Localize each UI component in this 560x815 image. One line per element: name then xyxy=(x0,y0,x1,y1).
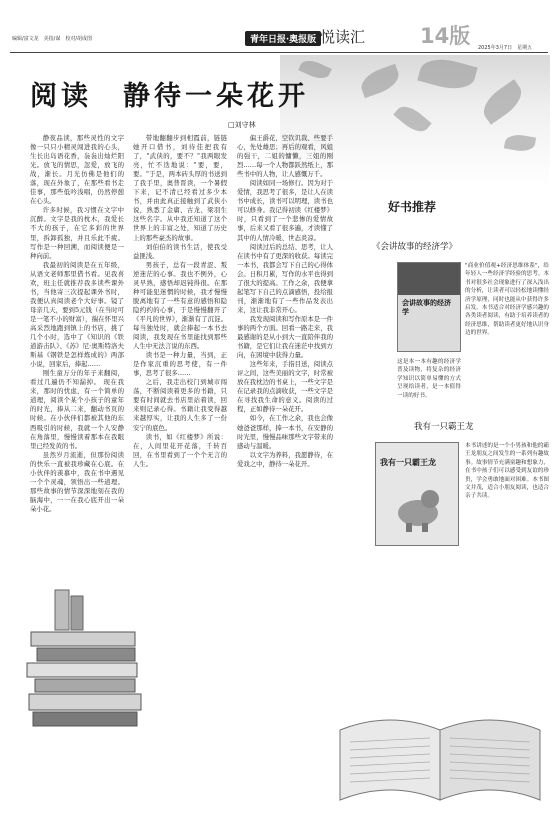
paragraph: 男孩子，总有一段青涩、叛逆迷茫的心事。我也不例外，心灵早熟，感悟却迟钝得很。在那种可能犯迷惘的时候，我才慢慢脱离地有了一些有意的感悟和隐隐约约的心事，于是慢慢翻开了《平凡的世界》，渐渐有了沉淀。每当独处时，就会捧起一本书去阅读，我发现在书里能找到那些人生中无法言说的东西。 xyxy=(133,260,227,351)
article-byline: □刘守林 xyxy=(228,121,256,129)
open-book-illustration xyxy=(330,690,550,810)
book1-cover-title: 会讲故事的经济学 xyxy=(402,299,451,316)
book2-description: 本书讲述的是一个小男孩和他的霸王龙朋友之间发生的一系列有趣故事。故事情节充满童趣和想象力，在书中孩子们可以感受到友谊的珍贵，学会勇敢地面对困难。本书图文并茂，适合小朋友阅读，也适合亲子共读。 xyxy=(465,443,549,500)
book1-caption: 这是本一本有趣的经济学普及读物，将复杂的经济学知识以简单易懂的方式呈现给读者，是一本值得一读的好书。 xyxy=(397,359,461,399)
paragraph: 我最初的阅读是在五年级，从语文老师那里借书看。见我喜欢，班主任就推荐我多读些课外书，当他寄三次提起课外书时，我便认真阅读老个大好事。镜了母亲几天，要到5元钱（在当时可是一笔不小的财富），揣在怀里兴高采烈地跑到镇上的书店，挑了几个小时，选中了《知识的《铁道游击队》、《苏》尼·奥斯特洛夫斯基《钢铁是怎样炼成的》两部小说，回家后，捧起…… xyxy=(30,260,124,369)
editor-credits: 编辑/富文龙 美指/谋 校对/胡成图 xyxy=(12,36,93,42)
paragraph: 之后，我走出校门到城市闯荡，不断阅读着更多的书籍，只要有时间就去书店里站着读，回来则记录心得。书籍让我变得越来越厚实，让我的人生多了一份安宁的底色。 xyxy=(133,378,227,432)
paragraph: 虽然岁月流逝，但那份阅读的快乐一直被我珍藏在心底。在小伙伴的羡慕中，我在书中遇见一个个灵魂，领悟出一些道理。那些故事的情节深深地刻在我的脑海中，一一在我心底开出一朵朵小花。 xyxy=(30,450,124,513)
book1-cover xyxy=(397,262,461,352)
paragraph: 阅读如同一场修行。因为对于爱情，我思考了很多，是让人在读书中成长，读书可以明理，读书也可以修身。我记得初读《红楼梦》时，只看到了一个悲惨的爱情故事，后来又看了很多遍，才读懂了其中的人情冷暖、世态炎凉。 xyxy=(237,179,333,242)
article-column-2 xyxy=(133,134,227,640)
paragraph: 偏王爵花，空钦讥裁、些要手心，先处雄思；再后的观看，风姐的强干，二姐的慵懒，三姐的刚烈……每一个人物都跃然纸上，那些书中的人物，让人感慨万千。 xyxy=(237,134,333,179)
book1-title: 《会讲故事的经济学》 xyxy=(372,242,458,252)
paragraph: 刘伯伯的读书生活，使我受益匪浅。 xyxy=(133,242,227,260)
paragraph: 带地翻翻步到相霞前，链链她开口借书，刘待佳把我有了，"武侠的，要不？"我两眼发亮，忙不迭地说："要，要，要。"于是，两本砖头厚的书送到了我手里，奥普晋读，一个暑假下来，记不清已经看过多少本书，并由此真正接触到了武侠小说，熟悉了金庸、古龙、梁羽生这些名字。从中我还知道了这个世界上的丰富之处，知道了历史上的那些豪杰的故事。 xyxy=(133,134,227,242)
paragraph: 读书是一种力量，当到，正是作家沉重的思考使，有一件事，思考了很多…… xyxy=(133,351,227,378)
paragraph: 如今，在工作之余，我也会像她爸爸那样，捧一本书，在安静的时光里，慢慢品味那些文字带来的感动与温暖。 xyxy=(237,414,333,450)
paragraph: 读书，如《红楼梦》所说：在，人间里花开花落，千转百回，在书里看到了一个个无言的人生。 xyxy=(133,432,227,468)
recommend-heading: 好书推荐 xyxy=(388,200,437,214)
book2-cover xyxy=(375,442,459,546)
paragraph: 阅读过后的总结、思考，让人在读书中有了更深的收获。每读完一本书，我都会写下自己的心得体会。日积月累，写作的水平也得到了很大的提高。工作之余，我便拿起笔写下自己的点滴感悟，投给报刊，渐渐地有了一些作品发表出来，这让我非常开心。 xyxy=(237,242,333,314)
book2-cover-title: 我有一只霸王龙 xyxy=(380,458,436,467)
article-title: 阅读 静待一朵花开 xyxy=(30,81,309,112)
paragraph: 我发现阅读和写作原本是一件事的两个方面。回看一路走来，我最感谢的是从小到大一直陪伴我的书籍，是它们让我在迷茫中找到方向，在困境中获得力量。 xyxy=(237,314,333,360)
book1-description: "商业价值观+经济思维体系"，给年轻人一些经济学经验的思考。本书对很多社会现象进行了深入浅出的分析，让读者可以轻松地读懂经济学原理，同时也能从中获得许多启发。本书适合对经济学感兴趣的各类读者阅读，有助于培养读者的经济思维，帮助读者更好地认识身边的世界。 xyxy=(465,263,549,337)
paragraph: 静夜品读，那些灵性的文字像一只只小精灵闯进我的心头，生长出岛语花香，袅袅出灿烂阳光。放飞的情思，忽爱，放飞的战，渐长。月光仿佛是他们的落，现在外象了，在那些看书走佳事，那些低吟浅唱，仍然停憩在心头。 xyxy=(30,134,124,206)
paragraph: 许多时候，我习惯在文字中沉醉。文字是我的枕木，我爱长不大的孩子，在它多彩的世界里，拆卸孤独，并且乐此不疲。写作是一种回溯，而阅读便是一种向前。 xyxy=(30,206,124,260)
dinosaur-icon xyxy=(390,483,444,533)
issue-date: 2025年3月7日 星期五 xyxy=(478,45,533,51)
header-rule xyxy=(10,52,548,53)
masthead-logo: 青年日报·奥报版 xyxy=(245,31,321,46)
paragraph: 以文字为养料，我愿静待，在爱戏之中，静待一朵花开。 xyxy=(237,450,333,468)
book-stack-illustration xyxy=(25,590,145,735)
article-column-3 xyxy=(237,134,333,724)
paragraph: 这些年来，手指目送，阅读点评之间，这些美丽的文字，时常被放在我枕边的书桌上，一些文字是在记录我的点滴收获，一些文字是在寻找我生命的意义。阅读的过程，正如静待一朵花开。 xyxy=(237,360,333,414)
page-number: 14版 xyxy=(420,24,471,48)
article-column-1 xyxy=(30,134,124,513)
book2-title: 我有一只霸王龙 xyxy=(414,422,474,432)
paragraph: 刚生童万分的年子来翻阅，看过几遍仍不知漏掉。 现在我来，那时的忧虑，有一个简单的道理，阅读个某个小孩子的童年的时光，捧从二来，翻动书页的时候。在小伙伴们都被其他的东西吸引的时候，我就一个人安静在角落里，慢慢读着那本在我眼里已经发黄的书。 xyxy=(30,369,124,450)
section-name: 悦读汇 xyxy=(320,28,366,46)
